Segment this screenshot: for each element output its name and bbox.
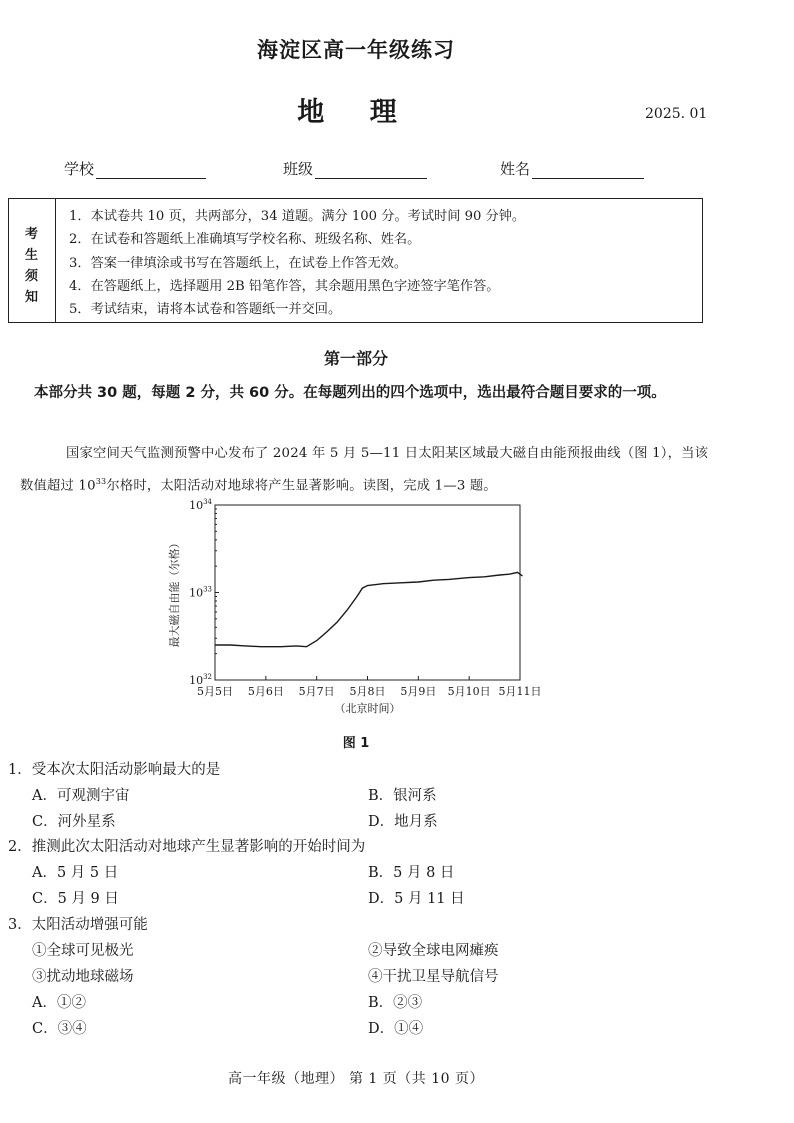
question-1-option-d: D．地月系 bbox=[368, 814, 438, 830]
x-tick-label: 5月5日 bbox=[197, 685, 233, 698]
notice-label-char: 须 bbox=[25, 269, 39, 284]
part-title: 第一部分 bbox=[323, 349, 388, 368]
passage-text-2: 尔格时，太阳活动对地球将产生显著影响。读图，完成 1—3 题。 bbox=[106, 478, 497, 494]
question-2-option-c: C．5 月 9 日 bbox=[32, 891, 119, 907]
question-1-option-a: A．可观测宇宙 bbox=[32, 788, 130, 804]
school-field bbox=[64, 158, 206, 179]
question-3-statement-2: ②导致全球电网瘫痪 bbox=[368, 943, 499, 959]
question-3-statement-4: ④干扰卫星导航信号 bbox=[368, 969, 499, 985]
notice-label-char: 考 bbox=[25, 227, 39, 242]
subject-title: 地 理 bbox=[297, 97, 415, 128]
notice-item: 2．在试卷和答题纸上准确填写学校名称、班级名称、姓名。 bbox=[69, 232, 421, 248]
exam-title: 海淀区高一年级练习 bbox=[257, 37, 455, 62]
notice-label-char: 生 bbox=[25, 248, 39, 263]
page-footer: 高一年级（地理） 第 1 页（共 10 页） bbox=[228, 1071, 484, 1087]
y-tick-label: $10^{33}$ bbox=[189, 585, 212, 600]
name-blank bbox=[532, 161, 644, 179]
notice-label bbox=[9, 199, 56, 322]
notice-item: 1．本试卷共 10 页，共两部分，34 道题。满分 100 分。考试时间 90 分钟。 bbox=[69, 209, 526, 224]
question-3-stem: 3．太阳活动增强可能 bbox=[8, 917, 148, 933]
x-tick-label: 5月11日 bbox=[498, 685, 542, 698]
question-3-option-b: B．②③ bbox=[368, 995, 423, 1011]
ticks bbox=[189, 498, 541, 698]
question-3-option-c: C．③④ bbox=[32, 1021, 87, 1037]
magnetic-energy-chart bbox=[160, 495, 560, 725]
notice-item: 3．答案一律填涂或书写在答题纸上，在试卷上作答无效。 bbox=[69, 255, 408, 271]
class-label: 班级 bbox=[283, 160, 314, 178]
part-instructions: 本部分共 30 题，每题 2 分，共 60 分。在每题列出的四个选项中，选出最符合题目要求的一项。 bbox=[34, 385, 666, 401]
x-axis-label: （北京时间） bbox=[334, 702, 401, 715]
question-3-option-d: D．①④ bbox=[368, 1021, 424, 1037]
name-field bbox=[500, 158, 644, 179]
passage-text-1: 国家空间天气监测预警中心发布了 2024 年 5 月 5—11 日太阳某区域最大磁自由能预报曲线（图 1），当该数值超过 10 bbox=[20, 446, 709, 494]
question-2-option-a: A．5 月 5 日 bbox=[32, 865, 119, 881]
question-3-statement-1: ①全球可见极光 bbox=[32, 943, 134, 959]
x-tick-label: 5月7日 bbox=[298, 685, 335, 698]
exam-date: 2025. 01 bbox=[645, 106, 708, 122]
y-tick-label: $10^{34}$ bbox=[189, 498, 212, 512]
question-2-option-b: B．5 月 8 日 bbox=[368, 865, 455, 881]
figure-caption: 图 1 bbox=[342, 736, 370, 751]
question-1-stem: 1．受本次太阳活动影响最大的是 bbox=[8, 762, 221, 778]
notice-item: 5．考试结束，请将本试卷和答题纸一并交回。 bbox=[69, 302, 342, 318]
energy-curve bbox=[215, 572, 523, 646]
x-tick-label: 5月9日 bbox=[400, 685, 437, 698]
notice-item: 4．在答题纸上，选择题用 2B 铅笔作答，其余题用黑色字迹签字笔作答。 bbox=[69, 278, 500, 294]
class-field bbox=[283, 158, 427, 179]
y-axis-label: 最大磁自由能（尔格） bbox=[168, 537, 181, 648]
passage-sup: 33 bbox=[95, 477, 107, 486]
x-tick-label: 5月8日 bbox=[349, 685, 386, 698]
question-1-option-b: B．银河系 bbox=[368, 788, 437, 804]
passage bbox=[20, 440, 710, 500]
x-tick-label: 5月10日 bbox=[447, 685, 491, 698]
school-blank bbox=[96, 161, 206, 179]
notice-box bbox=[8, 198, 703, 323]
question-2-option-d: D．5 月 11 日 bbox=[368, 891, 465, 907]
school-label: 学校 bbox=[64, 160, 95, 178]
class-blank bbox=[315, 161, 427, 179]
question-1-option-c: C．河外星系 bbox=[32, 814, 116, 830]
notice-label-char: 知 bbox=[25, 290, 39, 305]
y-tick-label: $10^{32}$ bbox=[189, 673, 212, 687]
question-2-stem: 2．推测此次太阳活动对地球产生显著影响的开始时间为 bbox=[8, 839, 366, 855]
plot-frame bbox=[215, 505, 520, 680]
name-label: 姓名 bbox=[500, 160, 531, 178]
notice-items bbox=[69, 205, 525, 321]
x-tick-label: 5月6日 bbox=[247, 685, 284, 698]
question-3-statement-3: ③扰动地球磁场 bbox=[32, 969, 134, 985]
question-3-option-a: A．①② bbox=[32, 995, 86, 1011]
